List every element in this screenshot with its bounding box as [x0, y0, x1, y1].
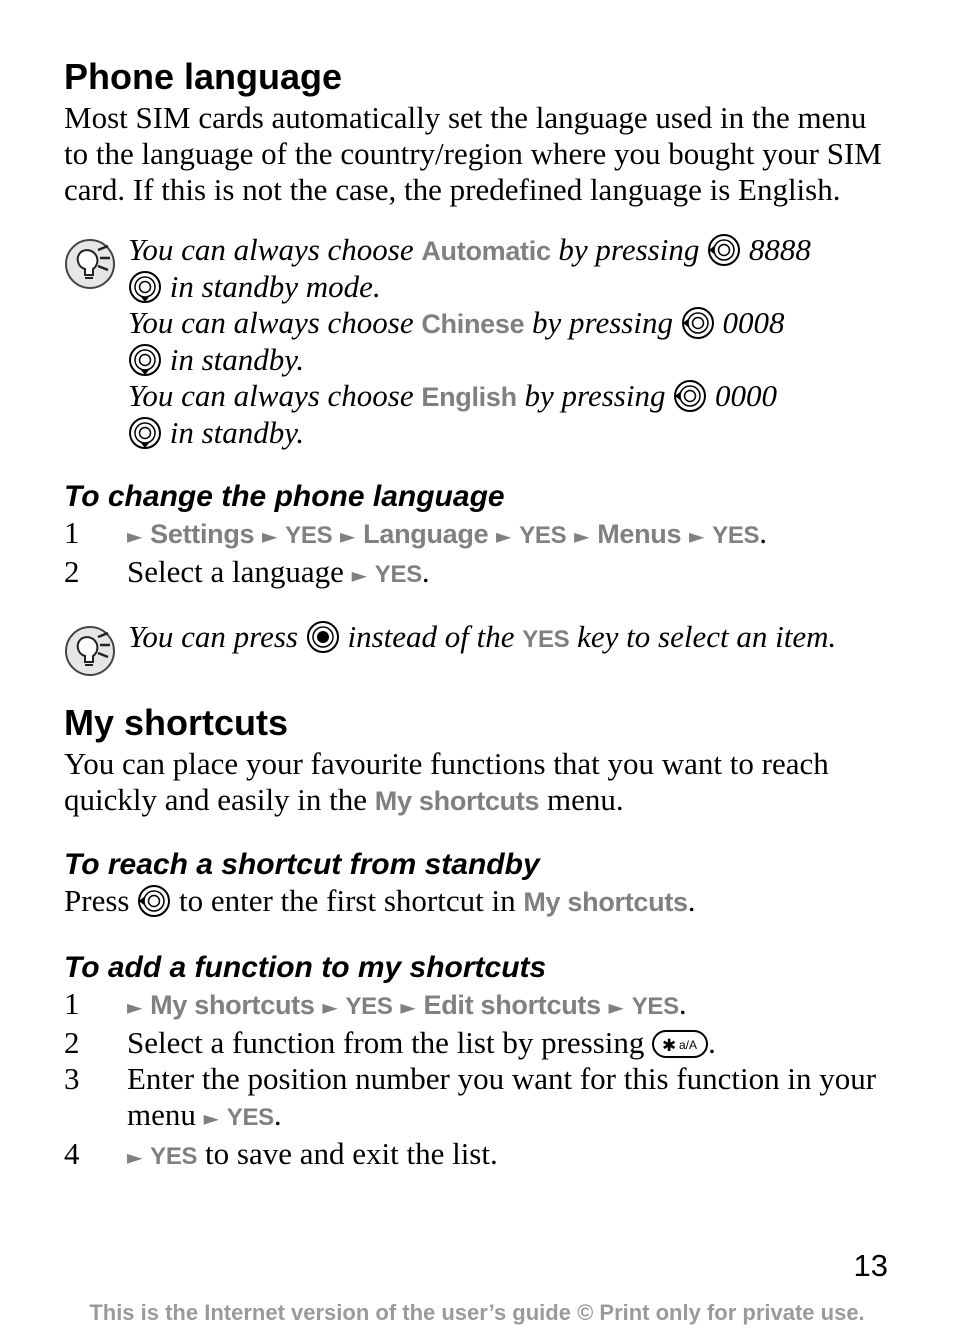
english-label: English: [421, 382, 517, 412]
my-shortcuts-body: [64, 746, 894, 819]
reach-shortcut-body: Press to enter the first shortcut in My shortcuts.: [64, 883, 696, 918]
my-shortcuts-label: My shortcuts: [374, 786, 540, 816]
arrow-right-icon: ►: [608, 995, 624, 1019]
step-text: to save and exit the list.: [197, 1136, 498, 1171]
navigation-key-center-icon: [306, 620, 340, 654]
tip-text: by pressing: [524, 305, 681, 340]
yes-label: YES: [285, 522, 333, 549]
tip-text: in standby.: [162, 342, 305, 377]
language-label: Language: [363, 519, 489, 549]
yes-label: YES: [226, 1104, 274, 1131]
arrow-right-icon: ►: [262, 524, 278, 548]
yes-label: YES: [712, 522, 760, 549]
tip-joystick-select: [64, 619, 894, 658]
arrow-right-icon: ►: [496, 524, 512, 548]
navigation-key-down-icon: [128, 416, 162, 450]
settings-label: Settings: [150, 519, 255, 549]
code-chinese: 0008: [722, 305, 785, 340]
tip-text: in standby mode.: [162, 269, 381, 304]
tip-text: by pressing: [550, 232, 708, 267]
arrow-right-icon: ►: [400, 995, 416, 1019]
list-item: 1 ► Settings ► YES ► Language ► YES ► Menus ► YES.: [64, 515, 767, 550]
list-item: 2 Select a language ► YES.: [64, 554, 430, 589]
body-text: to enter the first shortcut in: [171, 883, 524, 918]
navigation-key-left-icon: [707, 233, 741, 267]
add-function-steps: [64, 986, 894, 1175]
lightbulb-tip-icon: [64, 238, 116, 290]
tip-text: You can always choose: [128, 378, 422, 413]
navigation-key-down-icon: [128, 343, 162, 377]
code-english: 0000: [714, 378, 777, 413]
tip-text: You can press: [128, 619, 306, 654]
arrow-right-icon: ►: [203, 1106, 220, 1130]
menus-label: Menus: [597, 519, 682, 549]
edit-shortcuts-label: Edit shortcuts: [423, 990, 601, 1020]
body-text: menu.: [539, 782, 624, 817]
chinese-label: Chinese: [421, 309, 525, 339]
reach-shortcut-heading: To reach a shortcut from standby: [64, 848, 540, 881]
svg-text:✱: ✱: [662, 1036, 677, 1056]
arrow-right-icon: ►: [340, 524, 356, 548]
arrow-right-icon: ►: [351, 563, 368, 587]
body-text: You can place your favourite functions that you want to reach quickly and easily in the: [64, 746, 829, 817]
change-language-heading: To change the phone language: [64, 480, 505, 513]
step-number: 3: [64, 1061, 80, 1096]
step-number: 2: [64, 1025, 80, 1060]
yes-label: YES: [522, 626, 570, 653]
list-item: 3 Enter the position number you want for this function in your menu ► YES.: [64, 1061, 877, 1132]
navigation-key-left-icon: [673, 379, 707, 413]
yes-label: YES: [150, 1143, 198, 1170]
yes-label: YES: [519, 522, 567, 549]
star-key-icon: [652, 1030, 708, 1058]
list-item: 2 Select a function from the list by pressing ✱ a/A .: [64, 1025, 716, 1060]
tip-text: key to select an item.: [569, 619, 837, 654]
yes-label: YES: [345, 993, 393, 1020]
tip-text: in standby.: [162, 415, 305, 450]
step-number: 1: [64, 515, 80, 550]
body-text: Press: [64, 883, 138, 918]
tip-text: You can always choose: [128, 305, 422, 340]
my-shortcuts-label: My shortcuts: [523, 887, 688, 917]
yes-label: YES: [631, 993, 679, 1020]
change-language-steps: [64, 515, 894, 593]
my-shortcuts-label: My shortcuts: [150, 990, 315, 1020]
arrow-right-icon: ►: [574, 524, 590, 548]
step-text: Enter the position number you want for this function in your menu: [127, 1061, 877, 1132]
tip-text: by pressing: [516, 378, 674, 413]
add-function-heading: To add a function to my shortcuts: [64, 951, 547, 984]
yes-label: YES: [374, 561, 422, 588]
tip-text: instead of the: [339, 619, 523, 654]
phone-language-body: Most SIM cards automatically set the language used in the menu to the language of the country/region where you bought your SIM card. If this is not the case, the predefined language is English.: [64, 100, 882, 207]
lightbulb-tip-icon: [64, 625, 116, 677]
arrow-right-icon: ►: [127, 1145, 143, 1169]
step-number: 4: [64, 1136, 80, 1171]
page-number: 13: [853, 1248, 888, 1283]
step-number: 1: [64, 986, 80, 1021]
navigation-key-down-icon: [128, 270, 162, 304]
automatic-label: Automatic: [421, 236, 551, 266]
step-number: 2: [64, 554, 80, 589]
navigation-key-left-icon: [681, 306, 715, 340]
my-shortcuts-heading: My shortcuts: [64, 702, 289, 743]
phone-language-heading: Phone language: [64, 56, 343, 97]
arrow-right-icon: ►: [688, 524, 705, 548]
arrow-right-icon: ►: [127, 995, 143, 1019]
navigation-key-left-icon: [137, 884, 171, 918]
arrow-right-icon: ►: [127, 524, 143, 548]
tip-language-codes: [64, 232, 894, 451]
list-item: [64, 1136, 894, 1175]
code-automatic: 8888: [748, 232, 811, 267]
list-item: 1 ► My shortcuts ► YES ► Edit shortcuts ► YES.: [64, 986, 687, 1021]
tip-text: You can always choose: [128, 232, 422, 267]
manual-page: [64, 0, 894, 1175]
arrow-right-icon: ►: [322, 995, 338, 1019]
footer-notice: This is the Internet version of the user’s guide © Print only for private use.: [89, 1300, 865, 1325]
step-text: Select a language: [127, 554, 352, 589]
step-text: Select a function from the list by pressing: [127, 1025, 653, 1060]
svg-text:a/A: a/A: [679, 1038, 698, 1052]
